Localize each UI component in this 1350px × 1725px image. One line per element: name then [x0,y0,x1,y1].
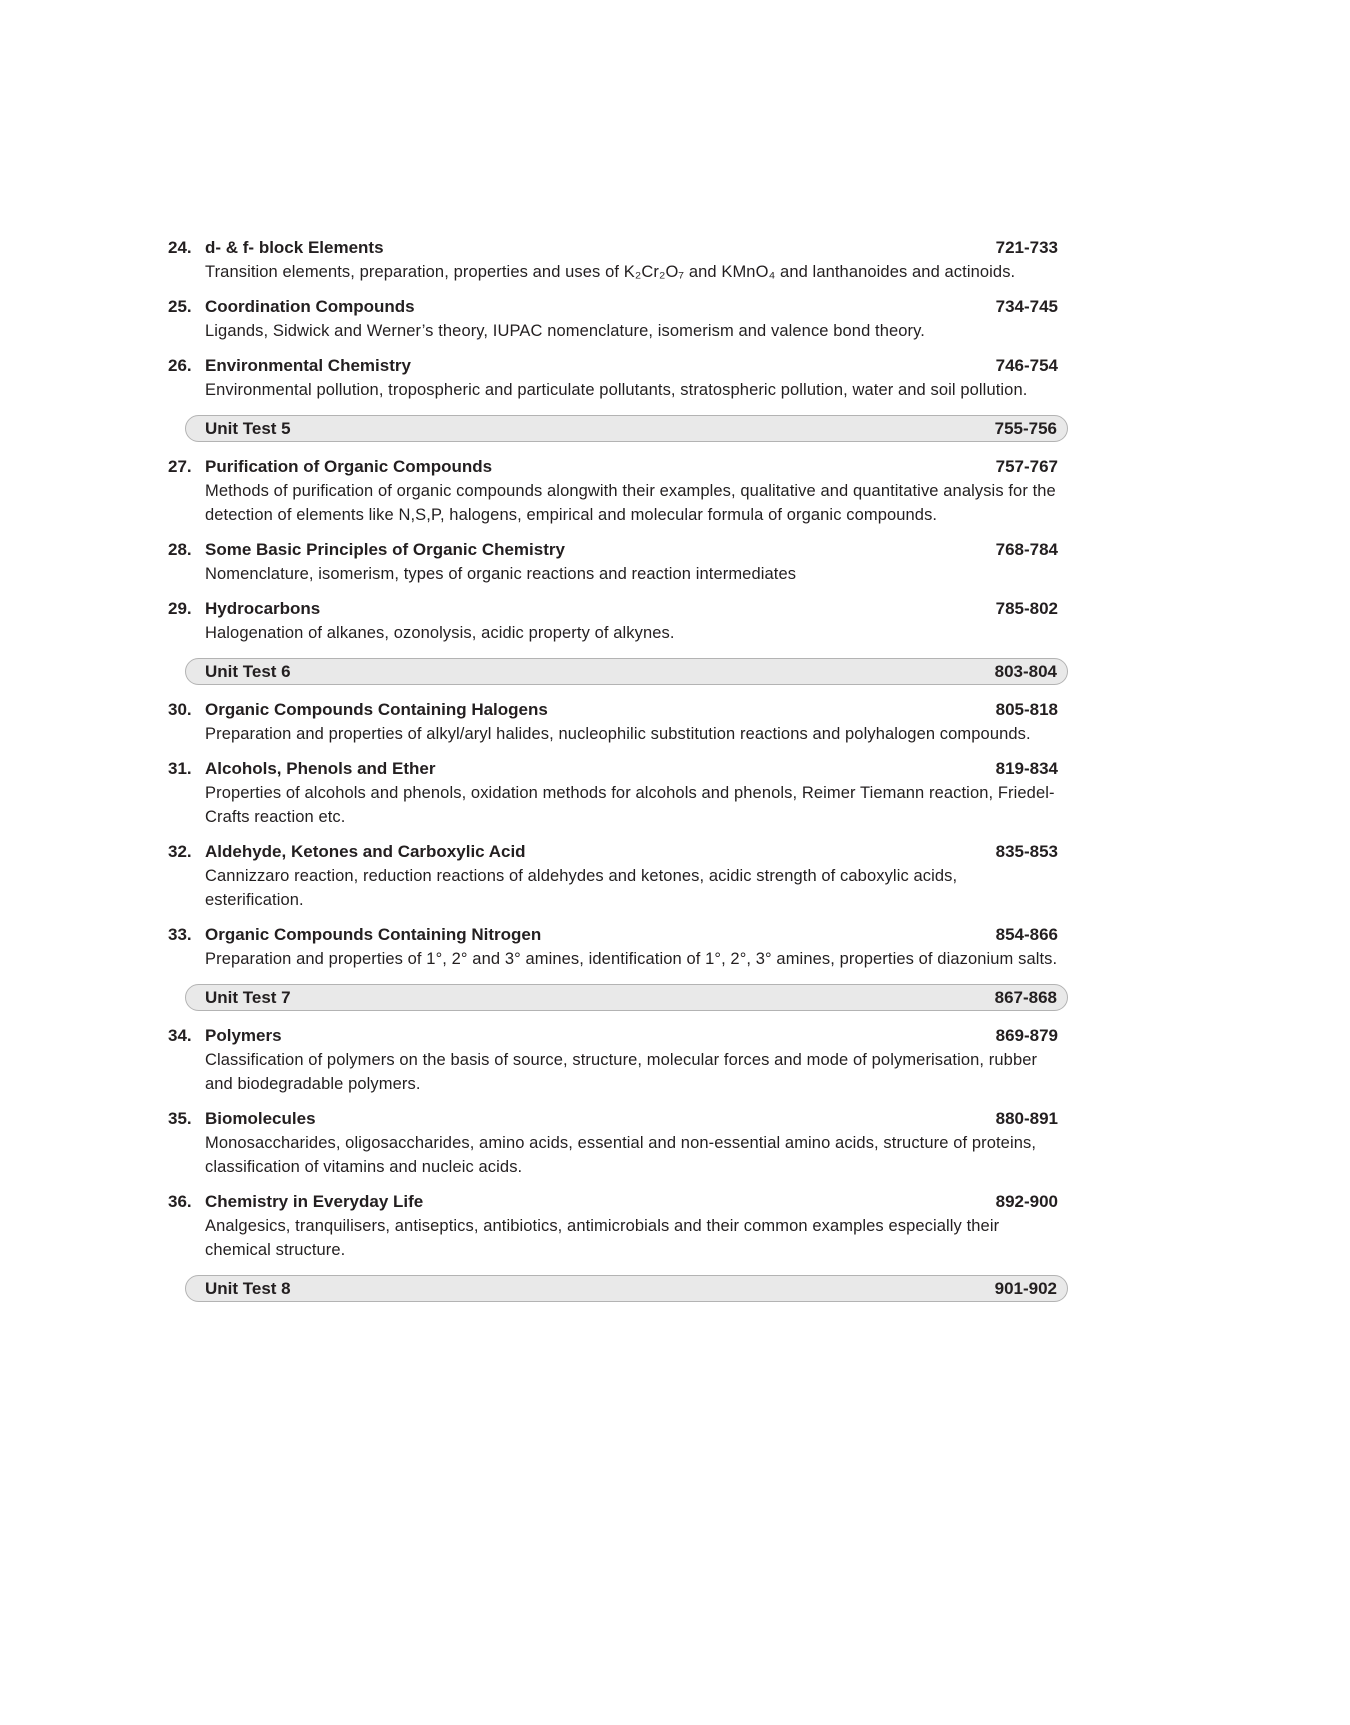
chapter-page-range: 880-891 [995,1109,1058,1128]
unit-test-title: Unit Test 8 [205,1279,291,1298]
chapter-description: Transition elements, preparation, properties and uses of K₂Cr₂O₇ and KMnO₄ and lanthanoides and actinoids. [205,263,1016,281]
chapter-heading [168,923,1058,947]
chapter-page-range: 892-900 [995,1192,1058,1211]
chapter-title: Biomolecules [205,1109,316,1128]
chapter-number: 34. [168,1026,192,1045]
chapter-number: 32. [168,842,192,861]
unit-test-page-range: 755-756 [994,419,1057,438]
chapter-heading [168,1190,1058,1214]
chapter-description: Monosaccharides, oligosaccharides, amino acids, essential and non-essential amino acids, structure of proteins, classification of vitamins and nucleic acids. [205,1134,1037,1176]
toc-chapter-entry [168,757,1068,829]
chapter-page-range: 785-802 [995,599,1058,618]
unit-test-bar [185,658,1068,685]
chapter-number: 24. [168,238,192,257]
chapter-title: Purification of Organic Compounds [205,457,493,476]
chapter-number: 36. [168,1192,192,1211]
chapter-heading [168,538,1058,562]
chapter-description: Analgesics, tranquilisers, antiseptics, antibiotics, antimicrobials and their common examples especially their chemical structure. [205,1217,1000,1259]
chapter-description: Ligands, Sidwick and Werner’s theory, IUPAC nomenclature, isomerism and valence bond theory. [205,322,925,340]
unit-test-title: Unit Test 6 [205,662,291,681]
chapter-number: 30. [168,700,192,719]
table-of-contents [168,236,1068,1315]
toc-chapter-entry [168,840,1068,912]
chapter-title: Hydrocarbons [205,599,321,618]
chapter-number: 31. [168,759,192,778]
chapter-title: Environmental Chemistry [205,356,411,375]
toc-chapter-entry [168,698,1068,746]
unit-test-title: Unit Test 7 [205,988,291,1007]
toc-chapter-entry [168,295,1068,343]
toc-chapter-entry [168,455,1068,527]
chapter-description: Preparation and properties of 1°, 2° and 3° amines, identification of 1°, 2°, 3° amines, properties of diazonium salts. [205,950,1058,968]
unit-test-page-range: 867-868 [994,988,1057,1007]
chapter-title: Coordination Compounds [205,297,415,316]
unit-test-page-range: 901-902 [994,1279,1057,1298]
chapter-page-range: 757-767 [995,457,1058,476]
chapter-number: 35. [168,1109,192,1128]
chapter-page-range: 768-784 [995,540,1058,559]
toc-chapter-entry [168,1107,1068,1179]
chapter-description: Nomenclature, isomerism, types of organic reactions and reaction intermediates [205,565,797,583]
chapter-title: Organic Compounds Containing Nitrogen [205,925,542,944]
chapter-number: 25. [168,297,192,316]
chapter-title: d- & f- block Elements [205,238,384,257]
chapter-description: Environmental pollution, tropospheric and particulate pollutants, stratospheric pollution, water and soil pollution. [205,381,1028,399]
toc-chapter-entry [168,923,1068,971]
unit-test-page-range: 803-804 [994,662,1057,681]
chapter-heading [168,236,1058,260]
chapter-description: Methods of purification of organic compounds alongwith their examples, qualitative and quantitative analysis for the detection of elements like N,S,P, halogens, empirical and molecular formula of organic compounds. [205,482,1056,524]
chapter-heading [168,597,1058,621]
chapter-heading [168,1107,1058,1131]
chapter-heading [168,354,1058,378]
unit-test-bar [185,1275,1068,1302]
chapter-title: Chemistry in Everyday Life [205,1192,424,1211]
chapter-number: 29. [168,599,192,618]
chapter-description: Cannizzaro reaction, reduction reactions of aldehydes and ketones, acidic strength of caboxylic acids, esterification. [205,867,958,909]
toc-chapter-entry [168,538,1068,586]
chapter-heading [168,455,1058,479]
chapter-description: Preparation and properties of alkyl/aryl halides, nucleophilic substitution reactions and polyhalogen compounds. [205,725,1031,743]
chapter-heading [168,1024,1058,1048]
chapter-heading [168,295,1058,319]
chapter-number: 33. [168,925,192,944]
toc-chapter-entry [168,597,1068,645]
chapter-title: Alcohols, Phenols and Ether [205,759,436,778]
chapter-description: Classification of polymers on the basis of source, structure, molecular forces and mode of polymerisation, rubber and biodegradable polymers. [205,1051,1038,1093]
chapter-page-range: 854-866 [995,925,1058,944]
chapter-description: Properties of alcohols and phenols, oxidation methods for alcohols and phenols, Reimer Tiemann reaction, Friedel-Crafts reaction etc. [205,784,1055,826]
chapter-heading [168,698,1058,722]
toc-chapter-entry [168,1190,1068,1262]
chapter-page-range: 746-754 [995,356,1058,375]
chapter-page-range: 805-818 [995,700,1058,719]
chapter-page-range: 721-733 [995,238,1058,257]
chapter-number: 26. [168,356,192,375]
unit-test-bar [185,984,1068,1011]
chapter-page-range: 734-745 [995,297,1058,316]
chapter-number: 28. [168,540,192,559]
unit-test-title: Unit Test 5 [205,419,291,438]
chapter-title: Some Basic Principles of Organic Chemistry [205,540,565,559]
chapter-page-range: 869-879 [995,1026,1058,1045]
chapter-description: Halogenation of alkanes, ozonolysis, acidic property of alkynes. [205,624,675,642]
chapter-page-range: 835-853 [995,842,1058,861]
chapter-heading [168,840,1058,864]
toc-chapter-entry [168,1024,1068,1096]
unit-test-bar [185,415,1068,442]
chapter-title: Aldehyde, Ketones and Carboxylic Acid [205,842,526,861]
chapter-title: Organic Compounds Containing Halogens [205,700,548,719]
chapter-title: Polymers [205,1026,282,1045]
chapter-number: 27. [168,457,192,476]
chapter-page-range: 819-834 [995,759,1058,778]
toc-chapter-entry [168,236,1068,284]
chapter-heading [168,757,1058,781]
toc-chapter-entry [168,354,1068,402]
